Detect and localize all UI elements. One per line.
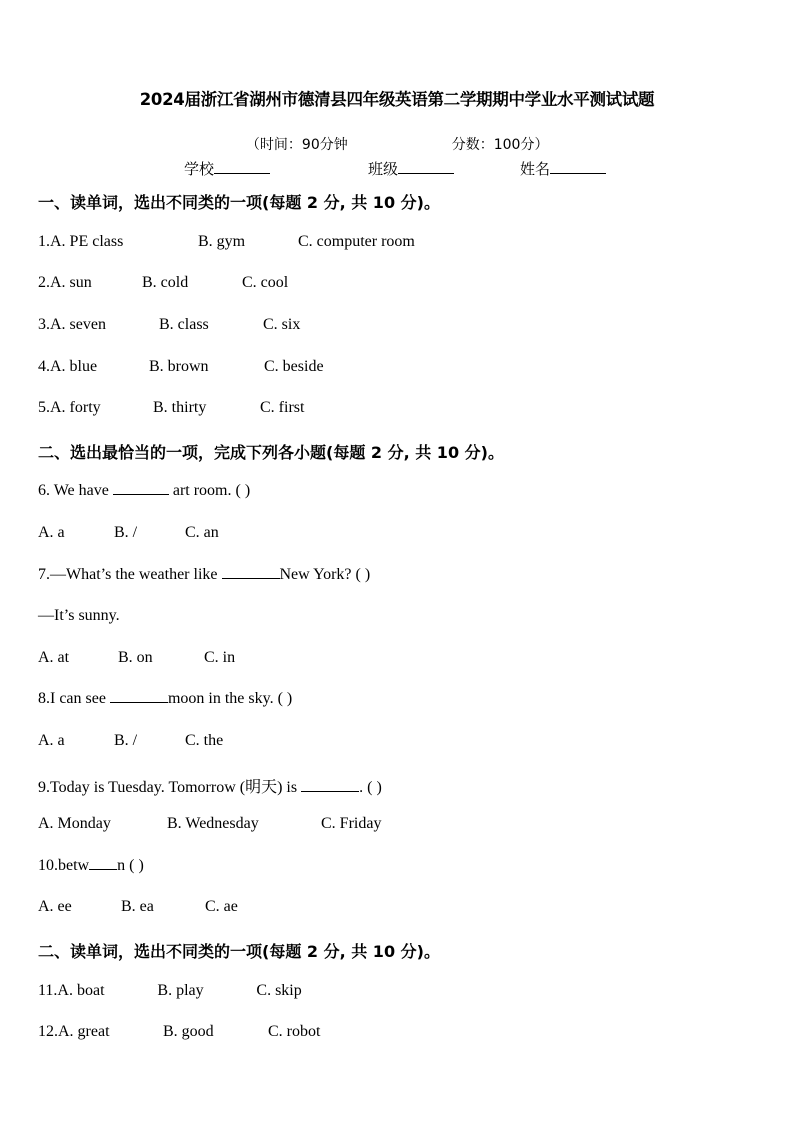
option-a[interactable]: A. great: [58, 1023, 110, 1040]
section-1-heading: 一、读单词，选出不同类的一项(每题 2 分, 共 10 分)。: [38, 193, 440, 212]
question-stem-end: . ( ): [359, 779, 382, 796]
question-stem-end: n ( ): [117, 857, 144, 874]
option-b[interactable]: B. class: [159, 316, 209, 333]
option-b[interactable]: B. /: [114, 732, 138, 749]
school-label: 学校: [184, 160, 215, 178]
question-2: [38, 274, 288, 292]
option-a[interactable]: A. boat: [57, 982, 105, 999]
question-stem: 7.—What’s the weather like: [38, 566, 222, 583]
question-number: 5.: [38, 399, 50, 416]
question-number: 4.: [38, 358, 50, 375]
option-a[interactable]: A. a: [38, 524, 65, 541]
score-label: 分数：100分）: [451, 137, 549, 153]
question-stem: 6. We have: [38, 482, 113, 499]
question-9-options: [38, 815, 381, 833]
option-a[interactable]: A. sun: [50, 274, 92, 291]
class-label: 班级: [368, 160, 399, 178]
question-11: [38, 982, 302, 1000]
question-9: [38, 774, 382, 797]
question-7-reply: —It’s sunny.: [38, 607, 120, 624]
question-number: 1.: [38, 233, 50, 250]
option-c[interactable]: C. Friday: [321, 815, 382, 832]
option-b[interactable]: B. good: [163, 1023, 214, 1040]
option-a[interactable]: A. Monday: [38, 815, 111, 832]
section-3-heading: 二、读单词，选出不同类的一项(每题 2 分, 共 10 分)。: [38, 942, 440, 961]
option-c[interactable]: C. skip: [256, 982, 302, 999]
question-6: [38, 482, 250, 500]
question-8: [38, 690, 292, 708]
question-7-options: [38, 649, 235, 667]
option-a[interactable]: A. seven: [50, 316, 106, 333]
question-3: [38, 316, 300, 334]
question-7: [38, 566, 370, 584]
question-stem-end: art room. ( ): [168, 482, 251, 499]
option-b[interactable]: B. brown: [149, 358, 209, 375]
option-b[interactable]: B. play: [157, 982, 204, 999]
question-stem-end: moon in the sky. ( ): [167, 690, 293, 707]
option-c[interactable]: C. in: [204, 649, 236, 666]
question-10: [38, 857, 144, 875]
question-number: 11.: [38, 982, 58, 999]
option-c[interactable]: C. ae: [205, 898, 238, 915]
name-label: 姓名: [520, 160, 551, 178]
option-c[interactable]: C. six: [263, 316, 301, 333]
option-a[interactable]: A. forty: [50, 399, 101, 416]
option-c[interactable]: C. an: [185, 524, 219, 541]
question-8-options: [38, 732, 223, 750]
option-b[interactable]: B. on: [118, 649, 153, 666]
option-b[interactable]: B. thirty: [153, 399, 207, 416]
school-field[interactable]: [184, 158, 270, 179]
question-6-options: [38, 524, 219, 542]
question-12: [38, 1023, 320, 1041]
question-number: 12.: [38, 1023, 58, 1040]
section-2-heading: 二、选出最恰当的一项，完成下列各小题(每题 2 分, 共 10 分)。: [38, 443, 504, 462]
answer-blank[interactable]: [110, 702, 168, 703]
option-a[interactable]: A. a: [38, 732, 65, 749]
question-stem: 8.I can see: [38, 690, 110, 707]
question-1: [38, 233, 415, 251]
time-label: （时间：90分钟: [245, 137, 348, 153]
answer-blank[interactable]: [89, 869, 117, 870]
page-title: 2024届浙江省湖州市德清县四年级英语第二学期期中学业水平测试试题: [139, 90, 655, 109]
option-b[interactable]: B. gym: [198, 233, 246, 250]
answer-blank[interactable]: [222, 578, 280, 579]
option-b[interactable]: B. cold: [142, 274, 189, 291]
question-10-options: [38, 898, 238, 916]
option-c[interactable]: C. cool: [242, 274, 289, 291]
question-stem: 10.betw: [38, 857, 90, 874]
question-stem-end: New York? ( ): [279, 566, 371, 583]
option-a[interactable]: A. ee: [38, 898, 72, 915]
option-c[interactable]: C. robot: [268, 1023, 321, 1040]
question-4: [38, 358, 324, 376]
question-stem: 9.Today is Tuesday. Tomorrow (明天) is: [38, 779, 302, 796]
exam-meta: [237, 118, 548, 154]
option-a[interactable]: A. PE class: [50, 233, 124, 250]
question-number: 2.: [38, 274, 50, 291]
answer-blank[interactable]: [113, 494, 169, 495]
option-b[interactable]: B. /: [114, 524, 138, 541]
option-c[interactable]: C. the: [185, 732, 224, 749]
question-5: [38, 399, 304, 417]
option-c[interactable]: C. beside: [264, 358, 324, 375]
option-c[interactable]: C. first: [260, 399, 305, 416]
option-a[interactable]: A. at: [38, 649, 70, 666]
class-field[interactable]: [368, 158, 454, 179]
option-a[interactable]: A. blue: [50, 358, 98, 375]
question-number: 3.: [38, 316, 50, 333]
option-c[interactable]: C. computer room: [298, 233, 415, 250]
option-b[interactable]: B. Wednesday: [167, 815, 259, 832]
option-b[interactable]: B. ea: [121, 898, 154, 915]
name-field[interactable]: [520, 158, 606, 179]
answer-blank[interactable]: [301, 791, 359, 792]
